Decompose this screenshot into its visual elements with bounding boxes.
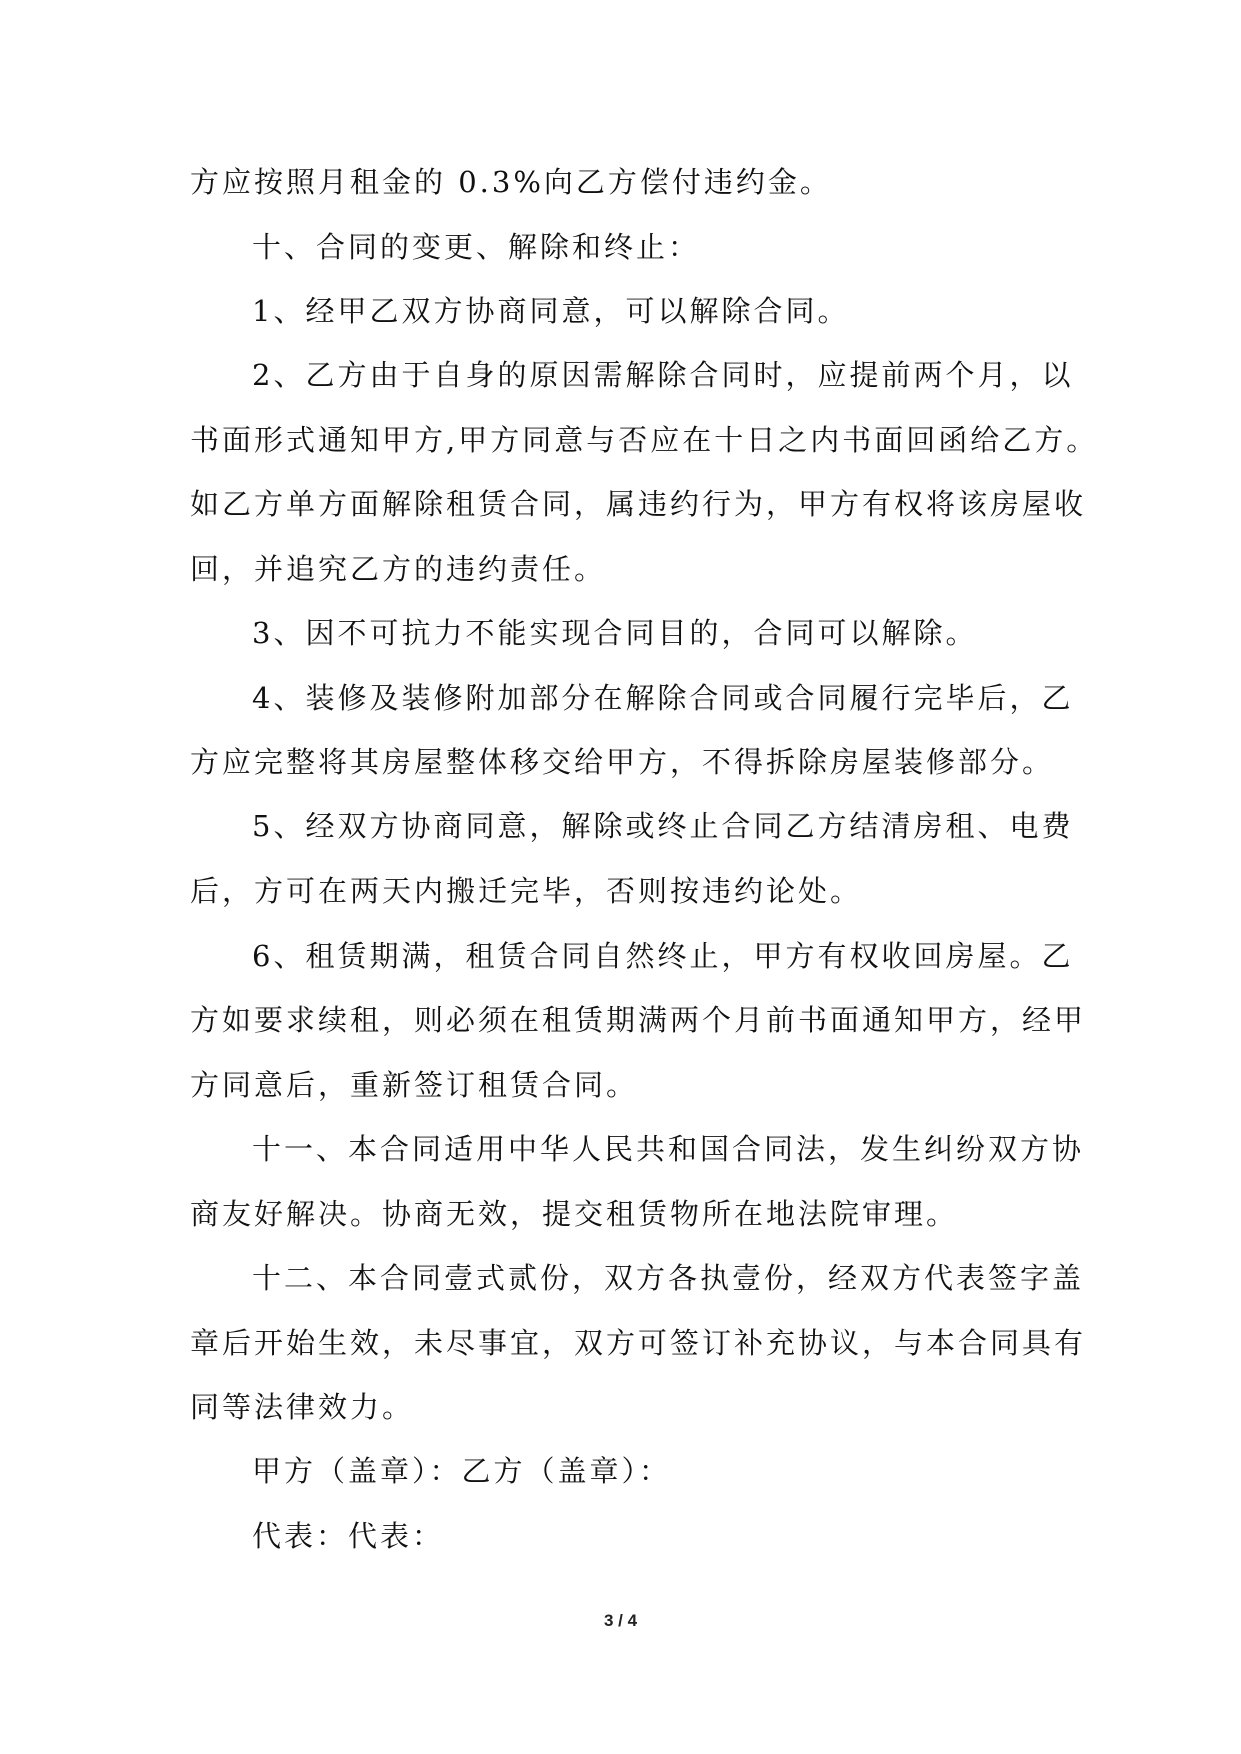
text-line: 十一、本合同适用中华人民共和国合同法，发生纠纷双方协 bbox=[252, 1132, 1085, 1166]
signature-party-line: 甲方（盖章）：乙方（盖章）： bbox=[252, 1454, 672, 1488]
text-line: 书面形式通知甲方,甲方同意与否应在十日之内书面回函给乙方。 bbox=[190, 423, 1099, 457]
text-line: 6、租赁期满，租赁合同自然终止，甲方有权收回房屋。乙 bbox=[252, 939, 1074, 973]
text-line: 商友好解决。协商无效，提交租赁物所在地法院审理。 bbox=[190, 1197, 959, 1231]
page-number: 3 / 4 bbox=[603, 1611, 638, 1630]
text-line: 回，并追究乙方的违约责任。 bbox=[190, 552, 607, 586]
section-heading: 十、合同的变更、解除和终止： bbox=[252, 230, 701, 264]
signature-representative-line: 代表：代表： bbox=[252, 1519, 445, 1553]
text-line: 如乙方单方面解除租赁合同，属违约行为，甲方有权将该房屋收 bbox=[190, 487, 1087, 521]
text-line: 1、经甲乙双方协商同意，可以解除合同。 bbox=[252, 294, 850, 328]
text-line: 方应完整将其房屋整体移交给甲方，不得拆除房屋装修部分。 bbox=[190, 745, 1055, 779]
text-line: 方同意后，重新签订租赁合同。 bbox=[190, 1068, 639, 1102]
text-line: 方如要求续租，则必须在租赁期满两个月前书面通知甲方，经甲 bbox=[190, 1003, 1087, 1037]
text-line: 后，方可在两天内搬迁完毕，否则按违约论处。 bbox=[190, 874, 863, 908]
text-line: 十二、本合同壹式贰份，双方各执壹份，经双方代表签字盖 bbox=[252, 1261, 1085, 1295]
text-line: 3、因不可抗力不能实现合同目的，合同可以解除。 bbox=[252, 616, 978, 650]
text-line: 章后开始生效，未尽事宜，双方可签订补充协议，与本合同具有 bbox=[190, 1326, 1087, 1360]
text-line: 4、装修及装修附加部分在解除合同或合同履行完毕后，乙 bbox=[252, 681, 1074, 715]
text-line: 同等法律效力。 bbox=[190, 1390, 415, 1424]
text-line: 方应按照月租金的 0.3%向乙方偿付违约金。 bbox=[190, 165, 832, 199]
text-line: 2、乙方由于自身的原因需解除合同时，应提前两个月，以 bbox=[252, 358, 1074, 392]
text-line: 5、经双方协商同意，解除或终止合同乙方结清房租、电费 bbox=[252, 809, 1074, 843]
